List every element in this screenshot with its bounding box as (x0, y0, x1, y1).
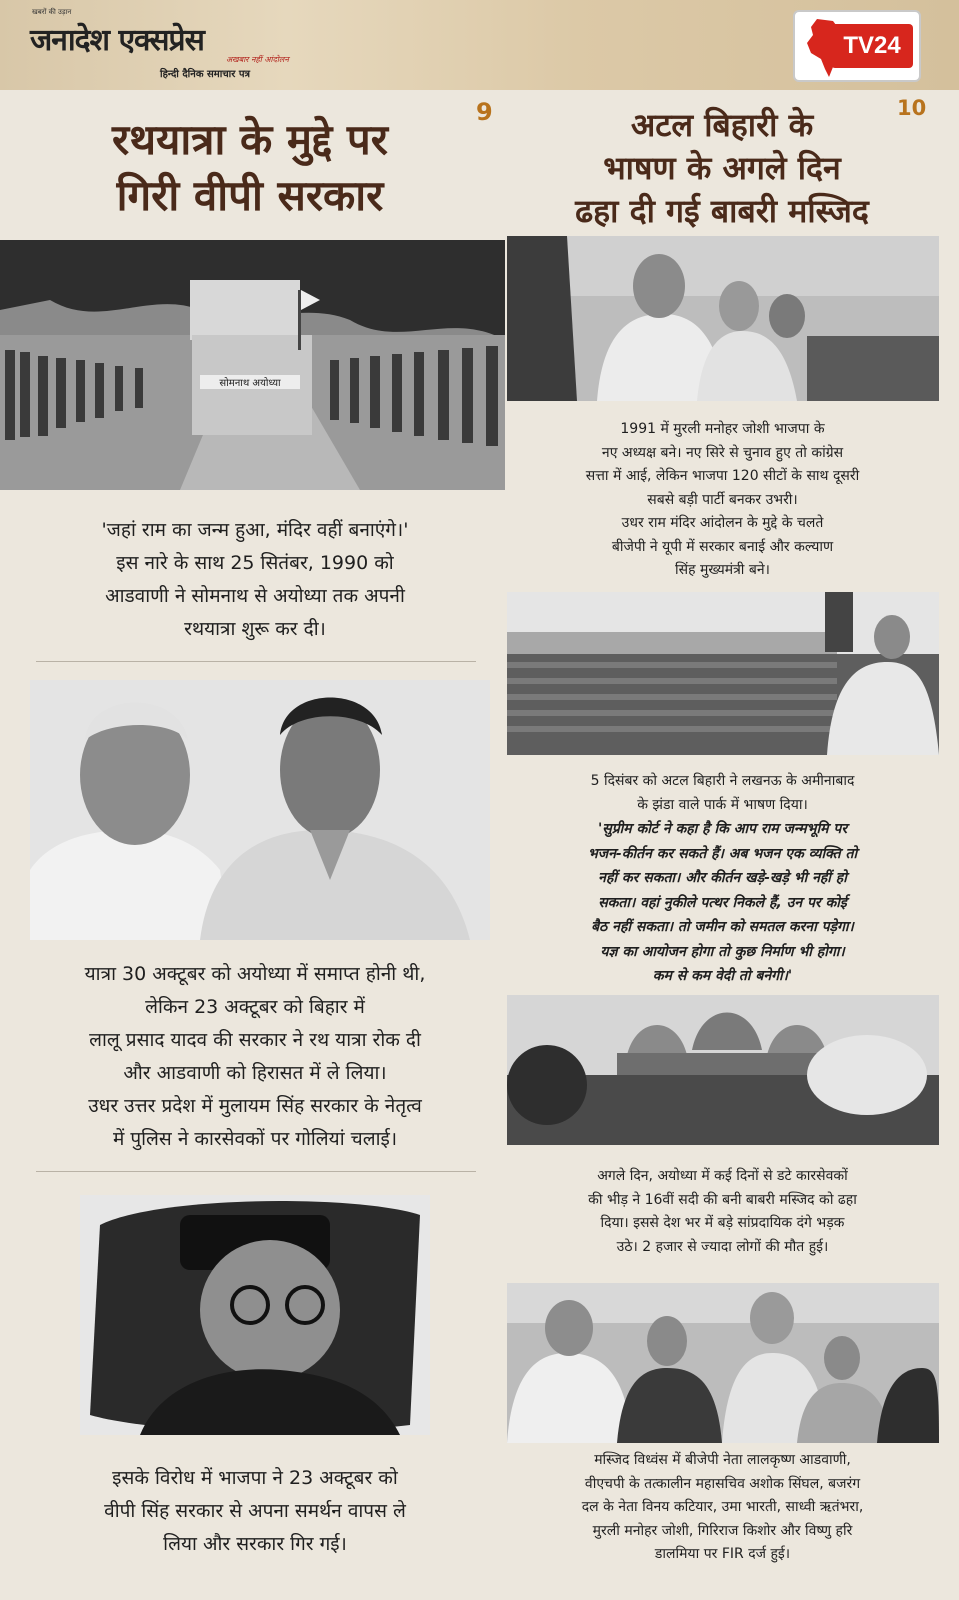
text-line: नए अध्यक्ष बने। नए सिरे से चुनाव हुए तो कांग्रेस (601, 444, 844, 461)
logo-subtitle: हिन्दी दैनिक समाचार पत्र (160, 69, 251, 80)
atal-speech-rally-photo (507, 592, 939, 755)
text-line: यात्रा 30 अक्टूबर को अयोध्या में समाप्त होनी थी, (84, 963, 426, 985)
text-line: बैठ नहीं सकता। तो जमीन को समतल करना पड़ेगा। (591, 919, 854, 935)
text-line: सबसे बड़ी पार्टी बनकर उभरी। (647, 491, 798, 508)
tv24-text: TV24 (831, 24, 913, 68)
text-line: मस्जिद विध्वंस में बीजेपी नेता लालकृष्ण आडवाणी, (594, 1452, 851, 1468)
text-line: लिया और सरकार गिर गई। (163, 1533, 347, 1555)
masthead (0, 0, 959, 90)
left-title-line-2: गिरी वीपी सरकार (116, 171, 384, 220)
text-line: इसके विरोध में भाजपा ने 23 अक्टूबर को (112, 1467, 398, 1489)
atal-speech-quote (520, 817, 925, 989)
left-title-line-1: रथयात्रा के मुद्दे पर (112, 115, 388, 164)
accused-leaders-photo (507, 1283, 939, 1443)
text-line: कम से कम वेदी तो बनेगी।' (652, 968, 793, 984)
text-line: अगले दिन, अयोध्या में कई दिनों से डटे कारसेवकों (597, 1168, 848, 1184)
left-paragraph-2 (20, 958, 490, 1156)
right-title-line-1: अटल बिहारी के (630, 106, 814, 144)
divider (36, 1171, 476, 1172)
text-line: में पुलिस ने कारसेवकों पर गोलियां चलाई। (112, 1128, 398, 1150)
text-line: लेकिन 23 अक्टूबर को बिहार में (145, 996, 365, 1018)
lalu-mulayam-photo (30, 680, 490, 940)
text-line: आडवाणी ने सोमनाथ से अयोध्या तक अपनी (105, 585, 405, 607)
right-paragraph-3 (520, 1165, 925, 1259)
vp-singh-photo (80, 1195, 430, 1435)
text-line: की भीड़ ने 16वीं सदी की बनी बाबरी मस्जिद को ढहा (588, 1191, 857, 1208)
text-line: दिया। इससे देश भर में बड़े सांप्रदायिक दंगे भड़क (600, 1215, 845, 1231)
newspaper-logo (30, 8, 290, 86)
leaders-on-stage-photo (507, 236, 939, 401)
right-panel-title (507, 104, 937, 233)
right-paragraph-1 (520, 418, 925, 583)
text-line: उधर राम मंदिर आंदोलन के मुद्दे के चलते (621, 515, 824, 531)
text-line: इस नारे के साथ 25 सितंबर, 1990 को (116, 552, 394, 574)
text-line: यज्ञ का आयोजन होगा तो कुछ निर्माण भी होगा। (600, 943, 845, 960)
text-line: वीएचपी के तत्कालीन महासचिव अशोक सिंघल, बजरंग (584, 1475, 861, 1492)
text-line: उठे। 2 हजार से ज्यादा लोगों की मौत हुई। (616, 1238, 829, 1255)
chariot-banner-text: सोमनाथ अयोध्या (219, 378, 281, 389)
text-line: 'जहां राम का जन्म हुआ, मंदिर वहीं बनाएंगे।' (101, 519, 409, 541)
text-line: नहीं कर सकता। और कीर्तन खड़े-खड़े भी नहीं हो (598, 870, 847, 886)
text-line: बीजेपी ने यूपी में सरकार बनाई और कल्याण (611, 538, 834, 555)
divider (36, 661, 476, 662)
right-paragraph-2 (520, 770, 925, 817)
text-line: सकता। वहां नुकीले पत्थर निकले हैं, उन पर कोई (598, 894, 847, 911)
left-panel-title (50, 112, 450, 224)
panel-number-9: 9 (476, 98, 493, 126)
text-line: भजन-कीर्तन कर सकते हैं। अब भजन एक व्यक्ति तो (587, 845, 858, 862)
left-paragraph-1 (20, 514, 490, 646)
text-line: रथयात्रा शुरू कर दी। (184, 618, 326, 640)
right-title-line-3: ढहा दी गई बाबरी मस्जिद (575, 192, 869, 230)
babri-masjid-demolition-photo (507, 995, 939, 1145)
text-line: मुरली मनोहर जोशी, गिरिराज किशोर और विष्णु हरि (592, 1522, 853, 1539)
right-paragraph-4 (515, 1449, 930, 1567)
text-line: डालमिया पर FIR दर्ज हुई। (654, 1546, 791, 1562)
logo-tagline-top: खबरों की उड़ान (32, 8, 72, 16)
text-line: और आडवाणी को हिरासत में ले लिया। (123, 1062, 387, 1084)
text-line: सत्ता में आई, लेकिन भाजपा 120 सीटों के साथ दूसरी (585, 468, 860, 484)
panel-number-10: 10 (897, 96, 927, 120)
logo-slogan: अखबार नहीं आंदोलन (226, 55, 289, 64)
left-paragraph-3 (20, 1462, 490, 1561)
text-line: उधर उत्तर प्रदेश में मुलायम सिंह सरकार के नेतृत्व (88, 1095, 422, 1117)
text-line: 'सुप्रीम कोर्ट ने कहा है कि आप राम जन्मभूमि पर (597, 821, 848, 837)
text-line: दल के नेता विनय कटियार, उमा भारती, साध्वी ऋतंभरा, (581, 1499, 864, 1515)
right-title-line-2: भाषण के अगले दिन (603, 149, 841, 187)
text-line: 5 दिसंबर को अटल बिहारी ने लखनऊ के अमीनाबाद (590, 773, 855, 789)
text-line: सिंह मुख्यमंत्री बने। (675, 562, 770, 578)
rath-yatra-photo (0, 240, 505, 490)
tv24-logo (793, 10, 921, 82)
logo-title: जनादेश एक्सप्रेस (30, 23, 204, 58)
text-line: के झंडा वाले पार्क में भाषण दिया। (637, 796, 808, 813)
text-line: वीपी सिंह सरकार से अपना समर्थन वापस ले (104, 1500, 406, 1522)
text-line: लालू प्रसाद यादव की सरकार ने रथ यात्रा रोक दी (89, 1029, 421, 1051)
text-line: 1991 में मुरली मनोहर जोशी भाजपा के (620, 421, 825, 437)
